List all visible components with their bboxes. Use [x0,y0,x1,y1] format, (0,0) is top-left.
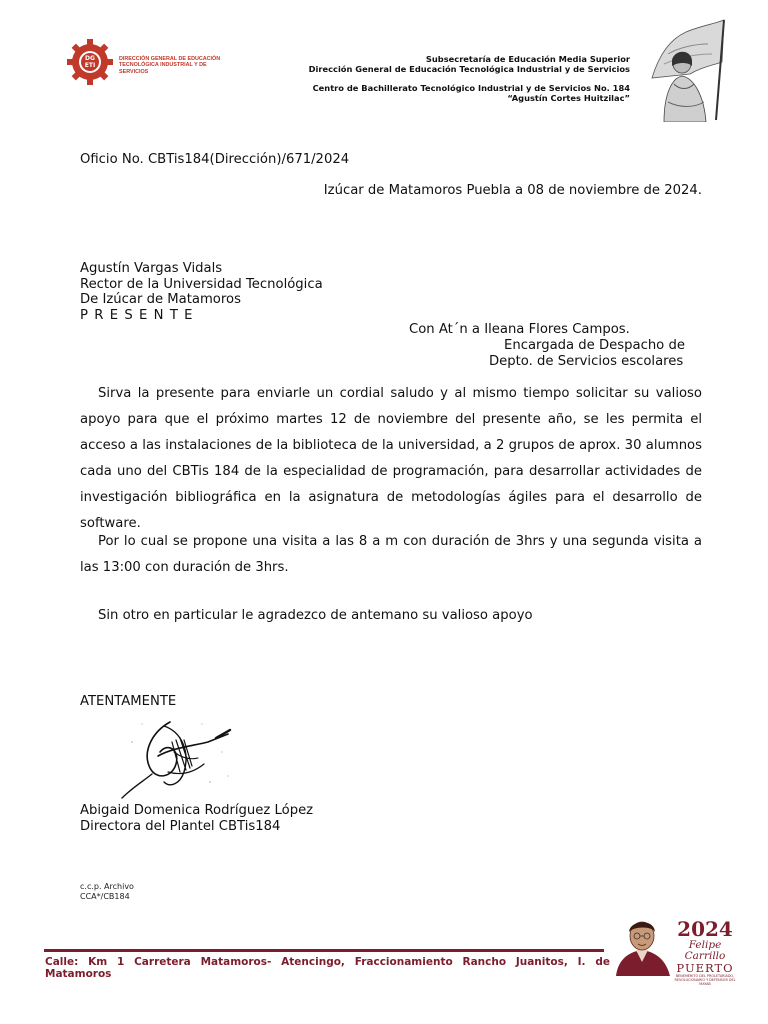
brand-year: 2024 [677,917,733,941]
brand-surname: PUERTO [676,961,734,975]
signer-name: Abigaid Domenica Rodríguez López [80,803,314,818]
recipient-institution: De Izúcar de Matamoros [80,292,241,307]
letter-date: Izúcar de Matamoros Puebla a 08 de noviembre de 2024. [323,183,702,198]
attention-title-2: Depto. de Servicios escolares [489,354,684,369]
ccp-initials: CCA*/CB184 [80,892,130,901]
brand-tagline: BENEMÉRITO DEL PROLETARIADO, REVOLUCIONARIO Y DEFENSOR DEL MAYAB [674,974,736,986]
heroine-flag-illustration [638,18,730,122]
government-brand [670,918,740,986]
header-subsecretaria: Subsecretaría de Educación Media Superior [425,54,630,64]
ccp-archivo: c.c.p. Archivo [80,882,134,891]
header-institution-block [309,54,630,103]
header-centro: Centro de Bachillerato Tecnológico Industrial y de Servicios No. 184 [312,83,630,93]
header-nombre-plantel: “Agustín Cortes Huitzilac” [507,93,630,103]
ccp-block [80,882,134,902]
svg-text:DG: DG [85,55,95,62]
recipient-block [80,261,323,323]
signer-title: Directora del Plantel CBTis184 [80,819,281,834]
svg-text:ETI: ETI [84,62,96,69]
footer-divider [44,949,604,952]
closing-sentence: Sin otro en particular le agradezco de antemano su valioso apoyo [98,608,533,623]
attention-name: Con At´n a Ileana Flores Campos. [409,322,630,337]
atentamente-label: ATENTAMENTE [80,694,177,709]
attention-title-1: Encargada de Despacho de [504,338,685,353]
body-paragraph-2: Por lo cual se propone una visita a las 8 a m con duración de 3hrs y una segunda visita a las 13:00 con duración de 3hrs. [80,534,702,576]
recipient-name: Agustín Vargas Vidals [80,261,223,276]
footer-address: Calle: Km 1 Carretera Matamoros- Atencingo, Fraccionamiento Rancho Juanitos, I. de Matamoros [45,956,610,980]
brand-name: Felipe Carrillo [684,939,726,962]
handwritten-signature [112,712,242,804]
recipient-presente: PRESENTE [80,307,199,323]
recipient-title: Rector de la Universidad Tecnológica [80,276,323,292]
dgeti-logo [66,38,114,86]
header-direccion-general: Dirección General de Educación Tecnológica Industrial y de Servicios [308,64,630,74]
dgeti-logo-text: DIRECCIÓN GENERAL DE EDUCACIÓN TECNOLÓGICA INDUSTRIAL Y DE SERVICIOS [119,56,221,75]
body-paragraph-1: Sirva la presente para enviarle un cordial saludo y al mismo tiempo solicitar su valioso apoyo para que el próximo martes 12 de noviembre del presente año, se les permita el acceso a las instalaciones de la biblioteca de la universidad, a 2 grupos de aprox. 30 alumnos cada uno del CBTis 184 de la especialidad de programación, para desarrollar actividades de investigación bibliográfica en la asignatura de metodologías ágiles para el desarrollo de software. [80,386,702,532]
footer-contact-cut [45,980,565,986]
oficio-number: Oficio No. CBTis184(Dirección)/671/2024 [80,152,350,167]
attention-block [409,322,685,370]
signer-block [80,803,313,835]
